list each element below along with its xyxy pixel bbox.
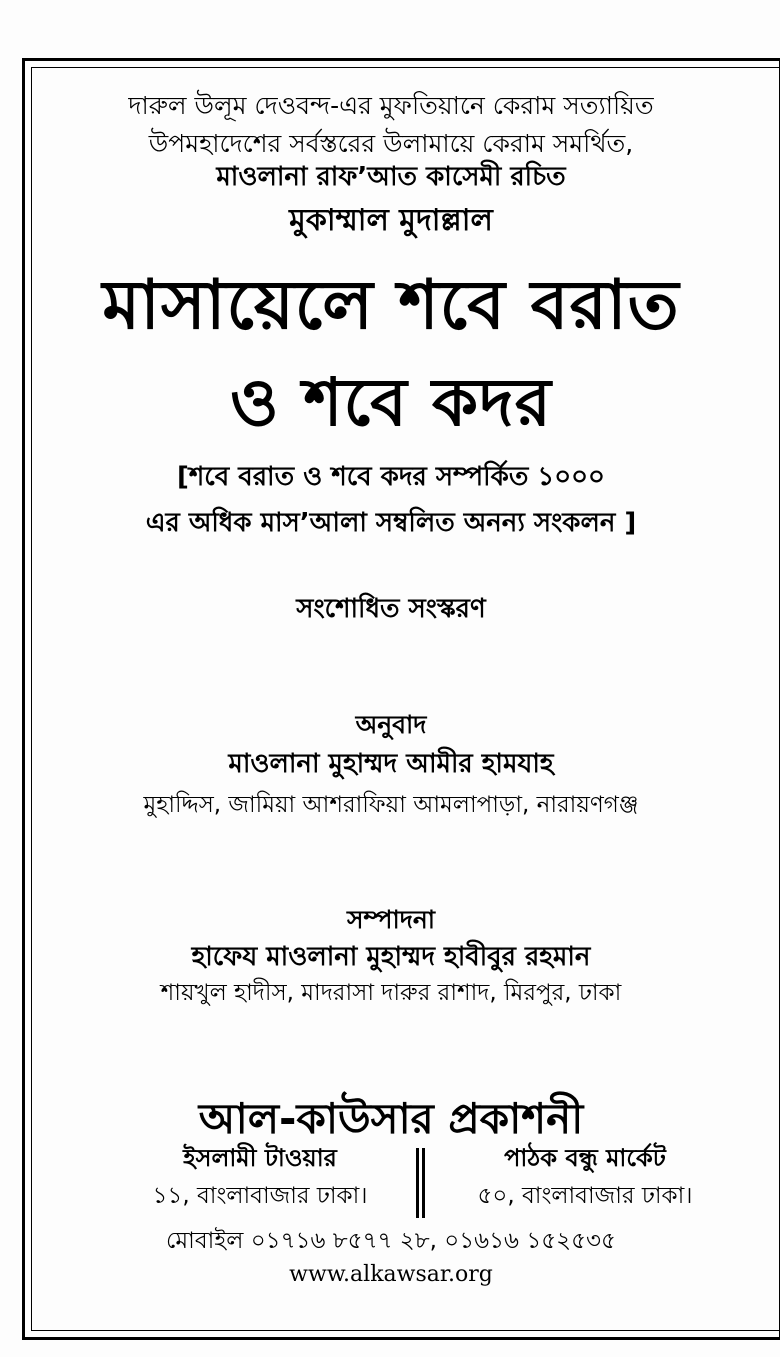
- address-right-street: ৫০, বাংলাবাজার ঢাকা।: [477, 1183, 693, 1209]
- edition-label: সংশোধিত সংস্করণ: [296, 594, 486, 624]
- editor-affiliation: শায়খুল হাদীস, মাদরাসা দারুর রাশাদ, মিরপুর, ঢাকা: [160, 980, 622, 1006]
- translator-affiliation: মুহাদ্দিস, জামিয়া আশরাফিয়া আমলাপাড়া, নারায়ণগঞ্জ: [143, 792, 639, 818]
- subtitle-line-1: [শবে বরাত ও শবে কদর সম্পর্কিত ১০০০: [177, 462, 605, 492]
- address-left-building: ইসলামী টাওয়ার: [183, 1144, 337, 1172]
- book-title-line-1: মাসায়েলে শবে বরাত: [102, 266, 680, 345]
- address-right-building: পাঠক বন্ধু মার্কেট: [504, 1144, 666, 1172]
- address-block-left: [110, 1140, 410, 1222]
- subtitle-line-2: এর অধিক মাস’আলা সম্বলিত অনন্য সংকলন ]: [145, 508, 637, 538]
- editor-name: হাফেয মাওলানা মুহাম্মদ হাবীবুর রহমান: [191, 942, 591, 972]
- endorsement-line-1: দারুল উলূম দেওবন্দ-এর মুফতিয়ানে কেরাম সত্যায়িত: [128, 91, 654, 120]
- series-title: মুকাম্মাল মুদাল্লাল: [289, 203, 493, 238]
- website-url: www.alkawsar.org: [289, 1262, 493, 1287]
- editor-label: সম্পাদনা: [346, 905, 436, 934]
- publisher-name: আল-কাউসার প্রকাশনী: [198, 1094, 584, 1143]
- address-divider: [416, 1148, 426, 1218]
- address-block-right: [435, 1140, 735, 1222]
- mobile-numbers: মোবাইল ০১৭১৬ ৮৫৭৭ ২৮, ০১৬১৬ ১৫২৫৩৫: [166, 1228, 616, 1254]
- author-line: মাওলানা রাফ’আত কাসেমী রচিত: [216, 162, 566, 192]
- book-title-line-2: ও শবে কদর: [230, 364, 552, 441]
- translator-name: মাওলানা মুহাম্মদ আমীর হামযাহ: [228, 749, 554, 779]
- translator-label: অনুবাদ: [355, 710, 427, 739]
- address-left-street: ১১, বাংলাবাজার ঢাকা।: [152, 1183, 368, 1209]
- endorsement-line-2: উপমহাদেশের সর্বস্তরের উলামায়ে কেরাম সমর্থিত,: [148, 129, 634, 158]
